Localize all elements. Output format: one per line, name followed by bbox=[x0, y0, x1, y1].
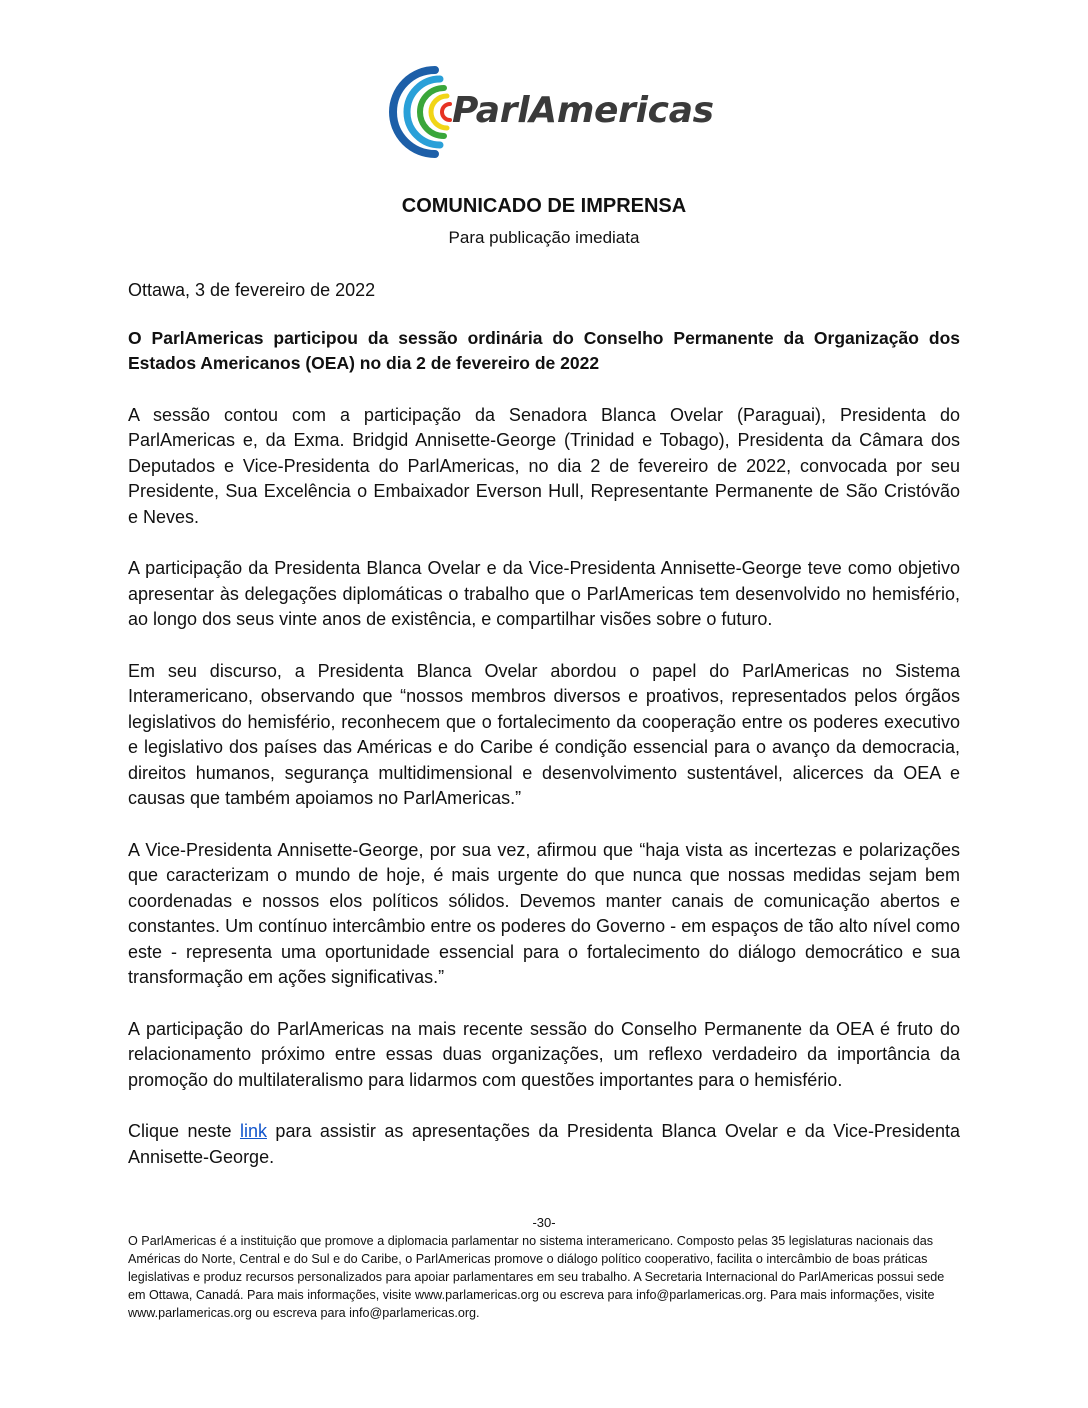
release-subtitle: Para publicação imediata bbox=[448, 228, 640, 247]
closing-text-after-link: para assistir as apresentações da Presidenta Blanca Ovelar e da Vice-Presidenta Annisette-George. bbox=[128, 1121, 960, 1167]
paragraph-5: A participação do ParlAmericas na mais recente sessão do Conselho Permanente da OEA é fruto do relacionamento próximo entre essas duas organizações, um reflexo verdadeiro da importância da promoção do multilateralismo para lidarmos com questões importantes para o hemisfério. bbox=[128, 1018, 960, 1090]
video-link[interactable]: link bbox=[239, 1121, 267, 1141]
footer-about: O ParlAmericas é a instituição que promove a diplomacia parlamentar no sistema interamericano. Composto pelas 35 legislaturas nacionais das Américas do Norte, Central e do Sul e do Caribe, o ParlAmericas promove o diálogo político cooperativo, facilita o intercâmbio de boas práticas legislativas e produz recursos personalizados para apoiar parlamentares em seu trabalho. A Secretaria Internacional do ParlAmericas possui sede em Ottawa, Canadá. Para mais informações, visite www.parlamericas.org ou escreva para info@parlamericas.org. Para mais informações, visite www.parlamericas.org ou escreva para info@parlamericas.org. bbox=[128, 1234, 945, 1320]
paragraph-3: Em seu discurso, a Presidenta Blanca Ovelar abordou o papel do ParlAmericas no Sistema Interamericano, observando que “nossos membros diversos e proativos, representados pelos órgãos legislativos do hemisfério, reconhecem que o fortalecimento da cooperação entre os poderes executivo e legislativo dos países das Américas e do Caribe é condição essencial para o avanço da democracia, direitos humanos, segurança multidimensional e desenvolvimento sustentável, alicerces da OEA e causas que também apoiamos no ParlAmericas.” bbox=[128, 660, 960, 808]
dateline: Ottawa, 3 de fevereiro de 2022 bbox=[128, 280, 376, 300]
release-body bbox=[128, 192, 960, 1170]
release-headline: O ParlAmericas participou da sessão ordinária do Conselho Permanente da Organização dos Estados Americanos (OEA) no dia 2 de fevereiro de 2022 bbox=[128, 327, 960, 373]
paragraph-2: A participação da Presidenta Blanca Ovelar e da Vice-Presidenta Annisette-George teve como objetivo apresentar às delegações diplomáticas o trabalho que o ParlAmericas tem desenvolvido no hemisfério, ao longo dos seus vinte anos de existência, e compartilhar visões sobre o futuro. bbox=[128, 558, 960, 629]
paragraph-4: A Vice-Presidenta Annisette-George, por sua vez, afirmou que “haja vista as incertezas e polarizações que caracterizam o mundo de hoje, é mais urgente do que nunca que nossas medidas sejam bem coordenadas e nossos elos políticos sólidos. Devemos manter canais de comunicação abertos e constantes. Um contínuo intercâmbio entre os poderes do Governo - em espaços de tão alto nível como este - representa uma oportunidade essencial para o fortalecimento do diálogo democrático e sua transformação em ações significativas.” bbox=[128, 839, 960, 987]
closing-paragraph bbox=[128, 1119, 960, 1170]
page-title: COMUNICADO DE IMPRENSA bbox=[401, 195, 687, 217]
page-number: -30- bbox=[532, 1215, 556, 1230]
paragraph-1: A sessão contou com a participação da Senadora Blanca Ovelar (Paraguai), Presidenta do ParlAmericas e, da Exma. Bridgid Annisette-George (Trinidad e Tobago), Presidenta da Câmara dos Deputados e Vice-Presidenta do ParlAmericas, no dia 2 de fevereiro de 2022, convocada por seu Presidente, Sua Excelência o Embaixador Everson Hull, Representante Permanente de São Cristóvão e Neves. bbox=[128, 404, 960, 527]
closing-text-before-link: Clique neste bbox=[128, 1121, 240, 1141]
parlamericas-logo bbox=[388, 62, 714, 162]
logo-wordmark: ParlAmericas bbox=[452, 90, 714, 131]
